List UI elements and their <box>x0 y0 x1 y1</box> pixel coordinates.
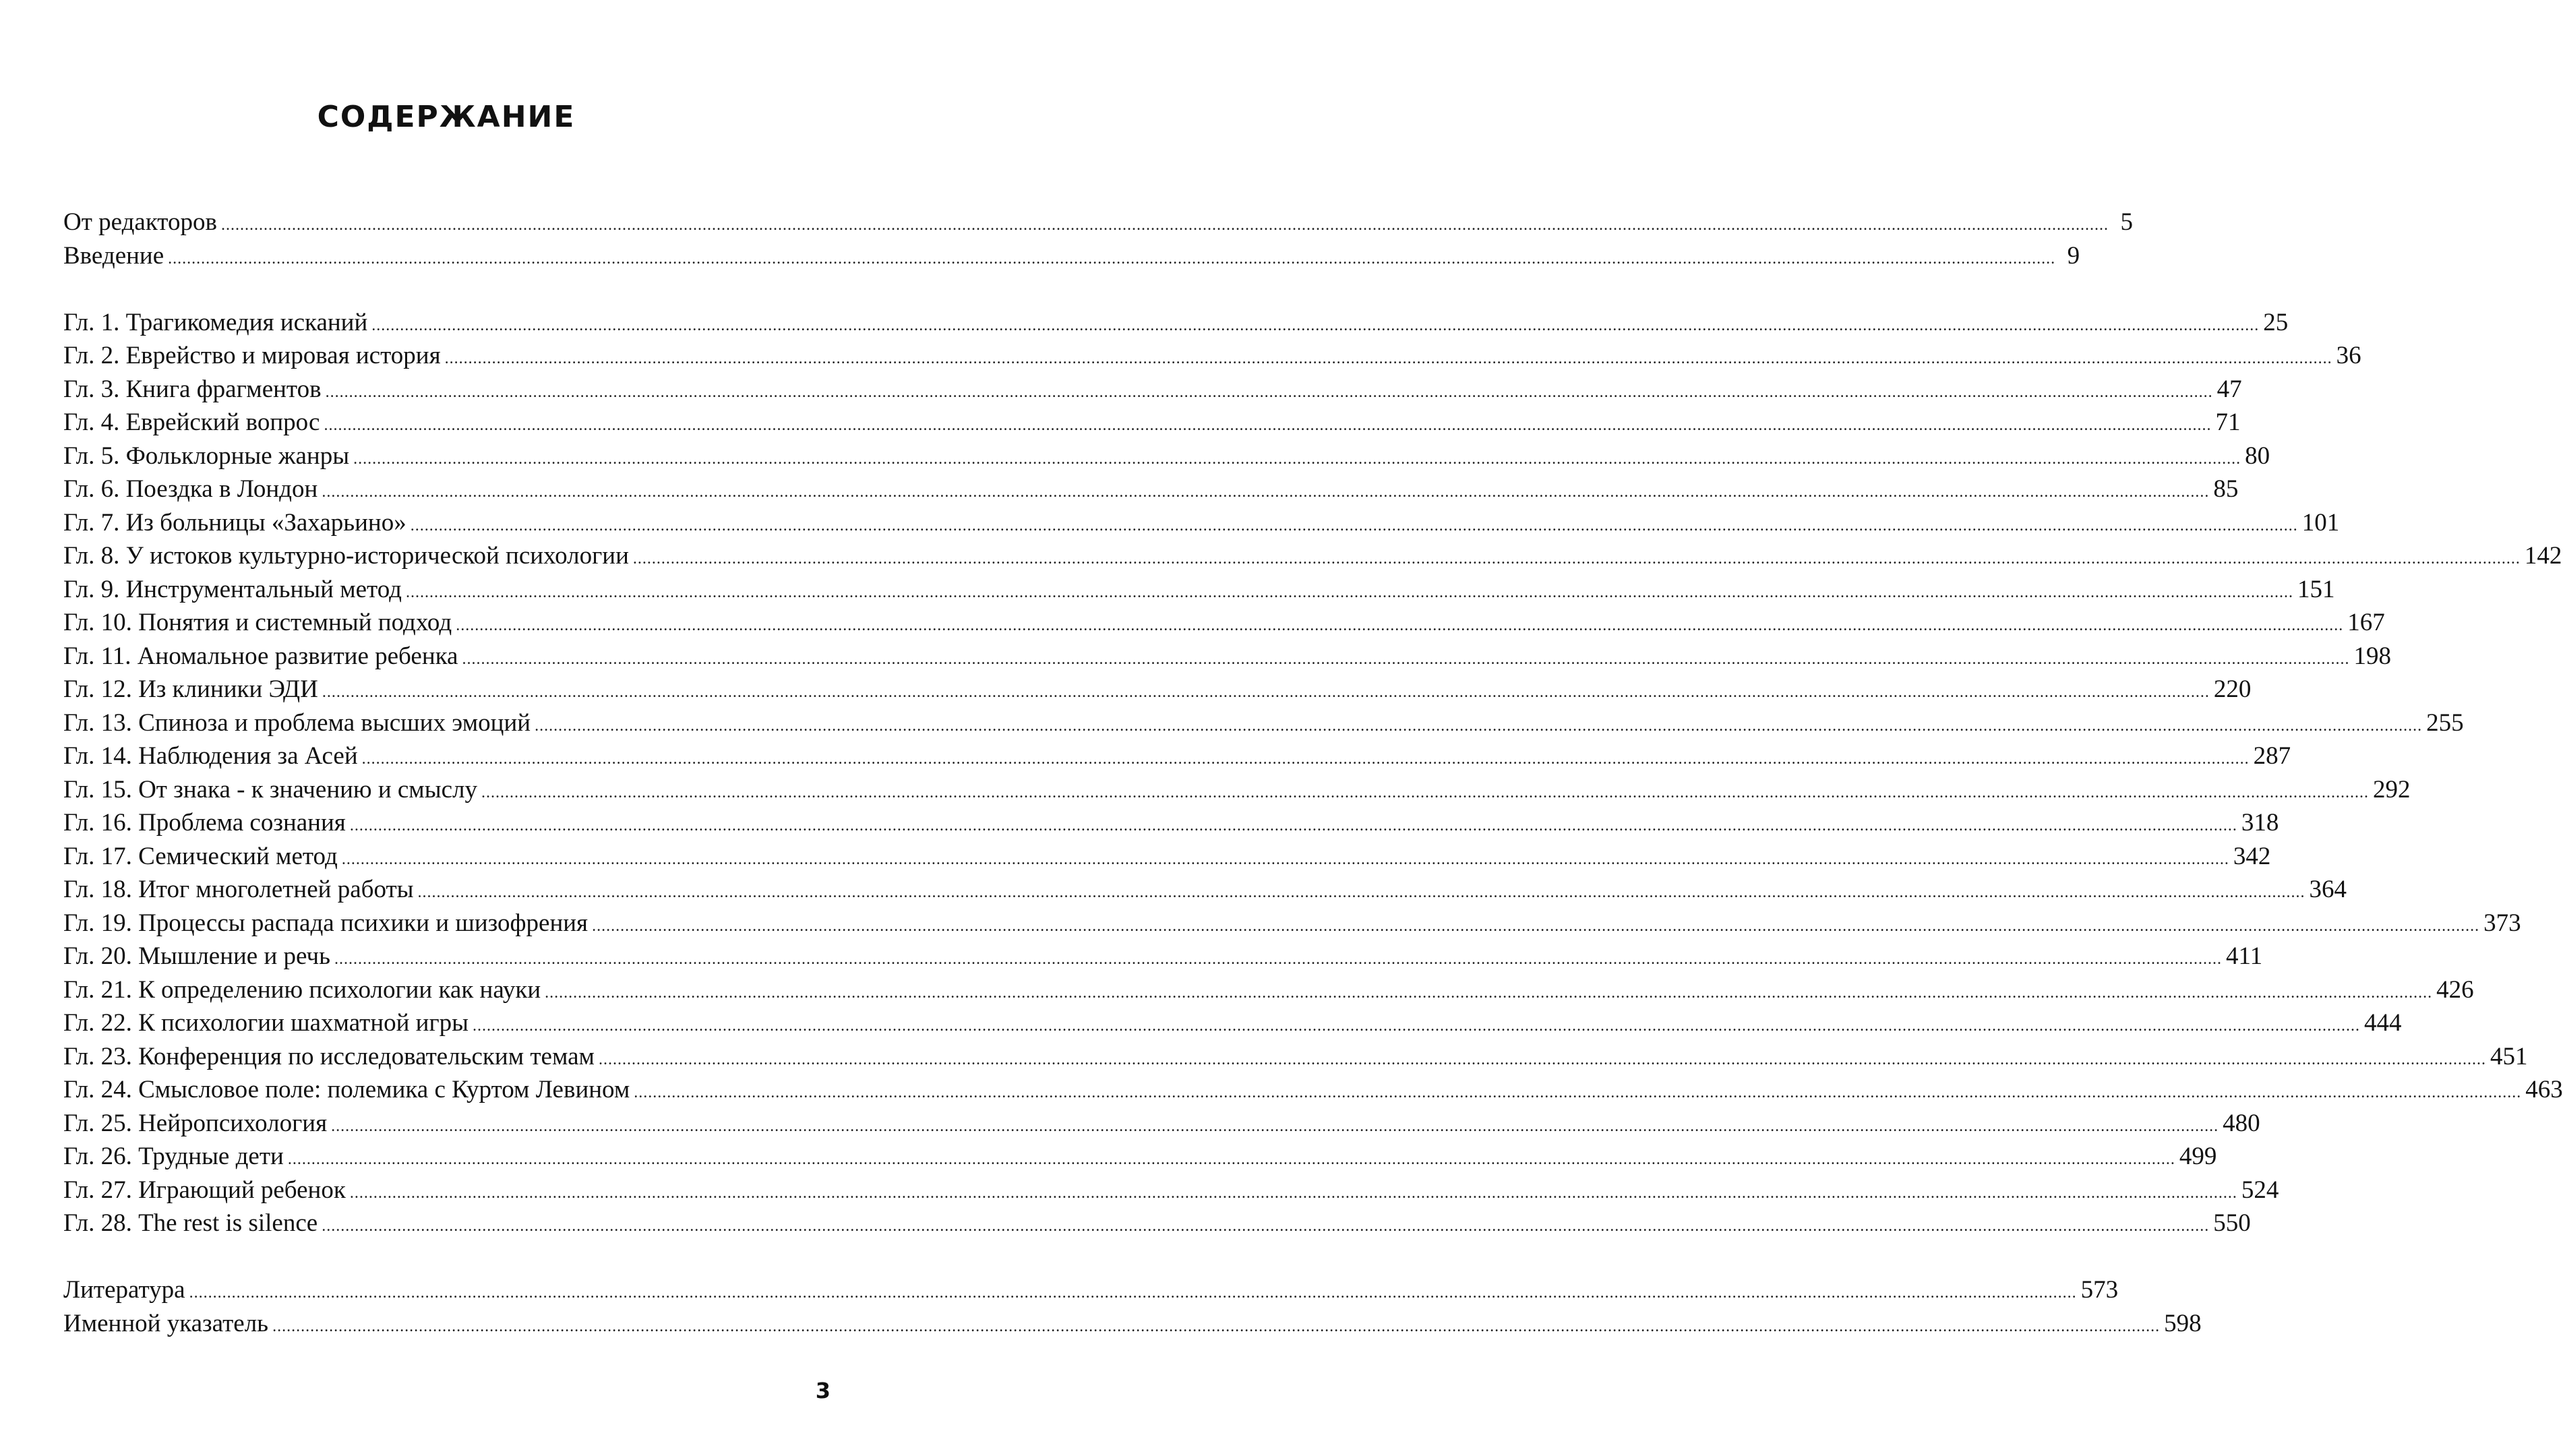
toc-entry <box>63 1140 2217 1174</box>
toc-entry-title: От редакторов <box>63 208 217 236</box>
toc-entry <box>63 539 2562 573</box>
dot-leader: ................................................................................................................................................................................................................................................................................................................................................................................................................ <box>331 1117 2219 1135</box>
toc-entry-title: Гл. 11. Аномальное развитие ребенка <box>63 642 458 670</box>
toc-entry-page: 71 <box>2215 408 2241 436</box>
dot-leader: ................................................................................................................................................................................................................................................................................................................................................................................................................ <box>444 350 2332 367</box>
chapter-list <box>63 306 2563 1240</box>
toc-entry-title: Гл. 22. К психологии шахматной игры <box>63 1009 469 1037</box>
toc-entry-page: 499 <box>2179 1143 2217 1170</box>
dot-leader: ................................................................................................................................................................................................................................................................................................................................................................................................................ <box>410 516 2298 535</box>
dot-leader: ................................................................................................................................................................................................................................................................................................................................................................................................................ <box>189 1284 2077 1302</box>
toc-entry-page: 373 <box>2483 909 2521 937</box>
dot-leader: ................................................................................................................................................................................................................................................................................................................................................................................................................ <box>287 1151 2175 1168</box>
toc-entry <box>63 573 2335 607</box>
toc-entry <box>63 673 2252 706</box>
toc-entry <box>63 1174 2279 1207</box>
dot-leader: ................................................................................................................................................................................................................................................................................................................................................................................................................ <box>361 750 2250 768</box>
toc-entry-title: Гл. 15. От знака - к значению и смыслу <box>63 775 477 803</box>
toc-entry-title: Гл. 8. У истоков культурно-исторической психологии <box>63 542 629 570</box>
back-matter-list <box>63 1273 2202 1340</box>
dot-leader: ................................................................................................................................................................................................................................................................................................................................................................................................................ <box>456 617 2344 634</box>
toc-entry-page: 5 <box>2120 208 2133 236</box>
toc-entry <box>63 1307 2202 1341</box>
toc-entry-title: Введение <box>63 241 164 270</box>
toc-entry-title: Гл. 27. Играющий ребенок <box>63 1176 346 1204</box>
toc-entry-title: Гл. 9. Инструментальный метод <box>63 575 402 603</box>
toc-entry <box>63 806 2279 840</box>
dot-leader: ................................................................................................................................................................................................................................................................................................................................................................................................................ <box>322 1217 2210 1235</box>
toc-entry-page: 463 <box>2525 1076 2563 1103</box>
toc-entry-page: 198 <box>2353 642 2391 670</box>
toc-entry <box>63 439 2270 473</box>
toc-entry-page: 342 <box>2233 842 2271 870</box>
toc-entry <box>63 306 2289 340</box>
dot-leader: ................................................................................................................................................................................................................................................................................................................................................................................................................ <box>334 950 2223 968</box>
dot-leader: ................................................................................................................................................................................................................................................................................................................................................................................................................ <box>349 1184 2237 1202</box>
dot-leader: ................................................................................................................................................................................................................................................................................................................................................................................................................ <box>349 817 2237 835</box>
table-of-contents <box>63 206 2563 1340</box>
dot-leader: ................................................................................................................................................................................................................................................................................................................................................................................................................ <box>481 783 2369 801</box>
toc-entry-title: Гл. 2. Еврейство и мировая история <box>63 342 441 369</box>
toc-entry-title: Гл. 7. Из больницы «Захарьино» <box>63 508 406 537</box>
toc-entry-page: 480 <box>2223 1109 2260 1137</box>
toc-entry-page: 255 <box>2426 708 2464 737</box>
toc-entry-title: Гл. 17. Семический метод <box>63 842 338 870</box>
toc-entry <box>63 506 2340 540</box>
dot-leader: ................................................................................................................................................................................................................................................................................................................................................................................................................ <box>632 550 2521 568</box>
toc-entry <box>63 873 2347 907</box>
toc-entry-title: Гл. 26. Трудные дети <box>63 1143 284 1170</box>
toc-entry-page: 292 <box>2372 775 2411 803</box>
toc-entry <box>63 373 2242 406</box>
toc-entry <box>63 473 2239 506</box>
toc-entry <box>63 1073 2563 1107</box>
dot-leader: ................................................................................................................................................................................................................................................................................................................................................................................................................ <box>545 983 2433 1002</box>
dot-leader: ................................................................................................................................................................................................................................................................................................................................................................................................................ <box>417 884 2305 901</box>
toc-entry-title: Именной указатель <box>63 1309 269 1337</box>
toc-entry-title: Гл. 23. Конференция по исследовательским темам <box>63 1042 595 1070</box>
toc-entry-page: 80 <box>2245 442 2270 470</box>
dot-leader: ................................................................................................................................................................................................................................................................................................................................................................................................................ <box>220 216 2109 234</box>
dot-leader: ................................................................................................................................................................................................................................................................................................................................................................................................................ <box>592 917 2480 935</box>
toc-entry-page: 25 <box>2263 308 2289 336</box>
toc-entry-page: 167 <box>2347 609 2385 636</box>
toc-entry <box>63 239 2080 273</box>
toc-entry-title: Гл. 13. Спиноза и проблема высших эмоций <box>63 708 531 737</box>
toc-entry <box>63 907 2521 940</box>
toc-entry-page: 101 <box>2301 508 2340 537</box>
dot-leader: ................................................................................................................................................................................................................................................................................................................................................................................................................ <box>324 417 2212 434</box>
toc-entry-page: 411 <box>2226 942 2263 970</box>
toc-entry-title: Гл. 16. Проблема сознания <box>63 809 346 837</box>
toc-entry-page: 451 <box>2490 1042 2528 1070</box>
toc-entry-title: Гл. 19. Процессы распада психики и шизофрения <box>63 909 589 937</box>
toc-entry-title: Гл. 3. Книга фрагментов <box>63 375 322 403</box>
dot-leader: ................................................................................................................................................................................................................................................................................................................................................................................................................ <box>341 850 2229 868</box>
toc-entry <box>63 1040 2528 1074</box>
toc-entry <box>63 406 2241 439</box>
dot-leader: ................................................................................................................................................................................................................................................................................................................................................................................................................ <box>462 650 2350 668</box>
toc-entry-title: Гл. 14. Наблюдения за Асей <box>63 742 358 770</box>
toc-entry-page: 220 <box>2213 675 2252 703</box>
dot-leader: ................................................................................................................................................................................................................................................................................................................................................................................................................ <box>371 316 2260 334</box>
toc-entry-page: 550 <box>2213 1209 2251 1237</box>
toc-entry <box>63 640 2391 673</box>
toc-entry-page: 9 <box>2067 241 2080 270</box>
dot-leader: ................................................................................................................................................................................................................................................................................................................................................................................................................ <box>322 684 2210 701</box>
page-title: СОДЕРЖАНИЕ <box>317 100 576 134</box>
toc-entry-page: 287 <box>2253 742 2291 770</box>
toc-entry-title: Гл. 21. К определению психологии как науки <box>63 975 541 1004</box>
toc-entry <box>63 1273 2119 1307</box>
toc-entry-title: Гл. 18. Итог многолетней работы <box>63 876 414 903</box>
toc-entry-page: 426 <box>2436 975 2474 1004</box>
toc-entry-title: Гл. 5. Фольклорные жанры <box>63 442 350 470</box>
toc-entry-title: Литература <box>63 1276 185 1304</box>
toc-entry-page: 151 <box>2297 575 2335 603</box>
toc-entry <box>63 606 2385 640</box>
toc-entry <box>63 1006 2402 1040</box>
toc-entry-page: 444 <box>2364 1009 2402 1037</box>
toc-entry-page: 318 <box>2241 809 2279 837</box>
toc-entry <box>63 940 2263 973</box>
page-number: 3 <box>815 1378 831 1403</box>
toc-entry <box>63 739 2291 773</box>
toc-entry <box>63 339 2361 373</box>
toc-entry <box>63 206 2133 239</box>
toc-entry <box>63 773 2411 807</box>
toc-entry-title: Гл. 6. Поездка в Лондон <box>63 475 318 503</box>
toc-entry-page: 364 <box>2309 876 2347 903</box>
toc-entry-page: 598 <box>2164 1309 2202 1337</box>
dot-leader: ................................................................................................................................................................................................................................................................................................................................................................................................................ <box>168 249 2056 268</box>
toc-entry-title: Гл. 1. Трагикомедия исканий <box>63 308 368 336</box>
toc-entry-title: Гл. 28. The rest is silence <box>63 1209 318 1237</box>
toc-entry-title: Гл. 25. Нейропсихология <box>63 1109 328 1137</box>
toc-entry-title: Гл. 24. Смысловое поле: полемика с Куртом Левином <box>63 1076 630 1103</box>
toc-entry-page: 85 <box>2213 475 2239 503</box>
dot-leader: ................................................................................................................................................................................................................................................................................................................................................................................................................ <box>272 1317 2161 1335</box>
toc-entry <box>63 1207 2251 1240</box>
dot-leader: ................................................................................................................................................................................................................................................................................................................................................................................................................ <box>634 1084 2522 1101</box>
toc-entry-page: 47 <box>2217 375 2242 403</box>
dot-leader: ................................................................................................................................................................................................................................................................................................................................................................................................................ <box>535 717 2423 735</box>
toc-entry-page: 524 <box>2241 1176 2279 1204</box>
toc-entry <box>63 973 2474 1007</box>
toc-entry-title: Гл. 10. Понятия и системный подход <box>63 609 452 636</box>
toc-entry-page: 573 <box>2080 1276 2119 1304</box>
front-matter-list <box>63 206 2133 272</box>
dot-leader: ................................................................................................................................................................................................................................................................................................................................................................................................................ <box>325 383 2213 401</box>
dot-leader: ................................................................................................................................................................................................................................................................................................................................................................................................................ <box>406 583 2293 601</box>
dot-leader: ................................................................................................................................................................................................................................................................................................................................................................................................................ <box>473 1017 2361 1035</box>
toc-entry-title: Гл. 12. Из клиники ЭДИ <box>63 675 318 703</box>
toc-entry <box>63 840 2271 874</box>
dot-leader: ................................................................................................................................................................................................................................................................................................................................................................................................................ <box>598 1050 2486 1068</box>
toc-entry-title: Гл. 4. Еврейский вопрос <box>63 408 320 436</box>
toc-entry-page: 36 <box>2336 342 2361 369</box>
toc-entry <box>63 706 2464 740</box>
dot-leader: ................................................................................................................................................................................................................................................................................................................................................................................................................ <box>322 483 2210 501</box>
toc-entry-title: Гл. 20. Мышление и речь <box>63 942 331 970</box>
dot-leader: ................................................................................................................................................................................................................................................................................................................................................................................................................ <box>353 450 2241 468</box>
toc-entry-page: 142 <box>2524 542 2562 570</box>
toc-entry <box>63 1107 2260 1141</box>
